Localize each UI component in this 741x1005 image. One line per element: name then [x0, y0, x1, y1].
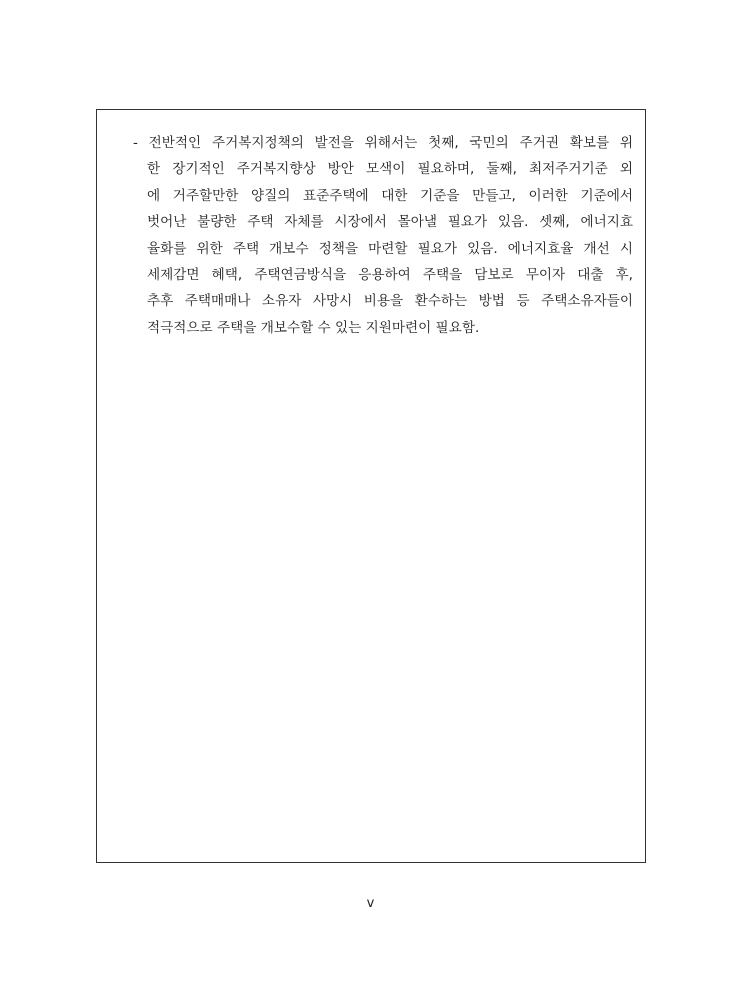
paragraph-line-6: 세제감면 혜택, 주택연금방식을 응용하여 주택을 담보로 무이자 대출 후, — [147, 266, 633, 283]
paragraph-line-5: 율화를 위한 주택 개보수 정책을 마련할 필요가 있음. 에너지효율 개선 시 — [147, 240, 633, 257]
paragraph-line-3: 에 거주할만한 양질의 표준주택에 대한 기준을 만들고, 이러한 기준에서 — [147, 187, 633, 204]
page-number: v — [366, 896, 375, 911]
page-frame — [96, 109, 646, 863]
paragraph-line-7: 추후 주택매매나 소유자 사망시 비용을 환수하는 방법 등 주택소유자들이 — [147, 293, 633, 310]
body-paragraph — [133, 130, 633, 341]
paragraph-line-8: 적극적으로 주택을 개보수할 수 있는 지원마련이 필요함. — [147, 319, 480, 336]
paragraph-line-1: - 전반적인 주거복지정책의 발전을 위해서는 첫째, 국민의 주거권 확보를 위 — [133, 135, 633, 151]
paragraph-line-4: 벗어난 불량한 주택 자체를 시장에서 몰아낼 필요가 있음. 셋째, 에너지효 — [147, 214, 633, 231]
paragraph-line-2: 한 장기적인 주거복지향상 방안 모색이 필요하며, 둘째, 최저주거기준 외 — [147, 161, 633, 178]
